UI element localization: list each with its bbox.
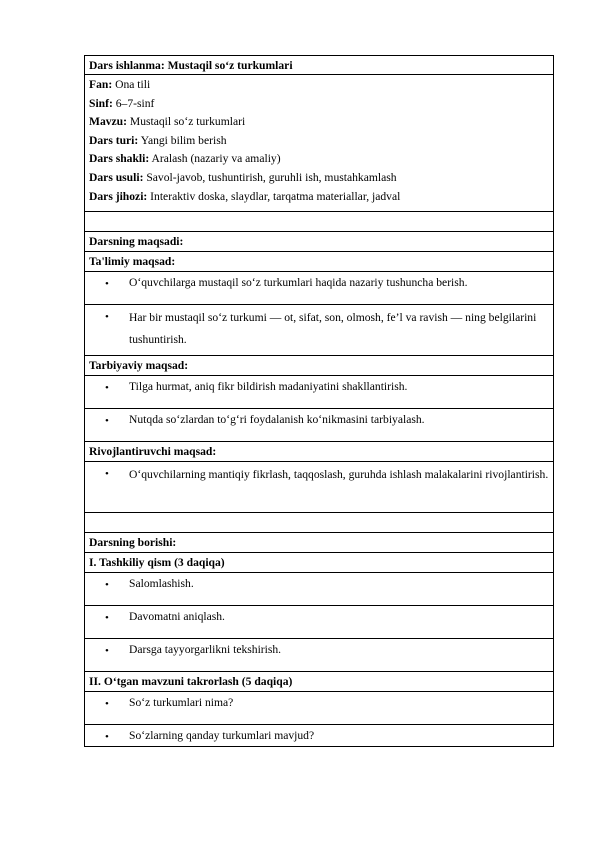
empty-row (84, 212, 554, 232)
info-line-fan (89, 76, 549, 95)
subsection-heading-rivojlantiruvchi (84, 442, 554, 462)
section-heading-text: Darsning borishi: (89, 536, 177, 550)
section-heading-borishi (84, 533, 554, 553)
lesson-plan-table (84, 55, 554, 747)
bullet-icon: • (105, 645, 109, 658)
list-item (84, 305, 554, 356)
bullet-icon: • (105, 278, 109, 291)
info-value: Mustaqil so‘z turkumlari (127, 115, 246, 129)
info-value: Savol-javob, tushuntirish, guruhli ish, mustahkamlash (143, 170, 397, 184)
info-value: Ona tili (112, 78, 151, 91)
info-value: Yangi bilim berish (138, 133, 227, 147)
bullet-icon: • (105, 731, 109, 744)
section-heading-text: Darsning maqsadi: (89, 235, 184, 249)
subsection-heading-tashkiliy (84, 553, 554, 573)
bullet-icon: • (105, 382, 109, 395)
list-item-text: O‘quvchilarning mantiqiy fikrlash, taqqoslash, guruhda ishlash malakalarini rivojlantirish. (129, 468, 549, 482)
list-item (84, 606, 554, 639)
info-label: Dars jihozi: (89, 189, 148, 203)
list-item-text: Darsga tayyorgarlikni tekshirish. (129, 643, 282, 657)
section-heading-maqsad (84, 232, 554, 252)
bullet-icon: • (105, 468, 109, 481)
list-item-text: Tilga hurmat, aniq fikr bildirish madaniyatini shakllantirish. (129, 380, 408, 394)
list-item (84, 409, 554, 442)
list-item (84, 272, 554, 305)
info-label: Mavzu: (89, 115, 127, 129)
list-item-text: Nutqda so‘zlardan to‘g‘ri foydalanish ko‘nikmasini tarbiyalash. (129, 413, 425, 427)
info-value: Interaktiv doska, slaydlar, tarqatma materiallar, jadval (147, 189, 401, 203)
info-line-dars-shakli (89, 150, 549, 169)
info-value: Aralash (nazariy va amaliy) (149, 152, 281, 166)
subsection-heading-text: I. Tashkiliy qism (3 daqiqa) (89, 556, 225, 570)
bullet-icon: • (105, 698, 109, 711)
list-item-text: So‘z turkumlari nima? (129, 696, 234, 710)
list-item (84, 573, 554, 606)
list-item-text: Har bir mustaqil so‘z turkumi — ot, sifat, son, olmosh, fe’l va ravish — ning belgilarini tushuntirish. (129, 311, 537, 347)
bullet-icon: • (105, 612, 109, 625)
info-label: Sinf: (89, 96, 113, 110)
list-item (84, 692, 554, 725)
list-item-text: O‘quvchilarga mustaqil so‘z turkumlari haqida nazariy tushuncha berish. (129, 276, 468, 290)
empty-row (84, 513, 554, 533)
list-item (84, 725, 554, 747)
subsection-heading-text: Tarbiyaviy maqsad: (89, 359, 189, 373)
list-item (84, 462, 554, 513)
info-label: Dars usuli: (89, 170, 144, 184)
document-title (84, 55, 554, 75)
bullet-icon: • (105, 579, 109, 592)
info-line-dars-usuli (89, 169, 549, 188)
subsection-heading-takrorlash (84, 672, 554, 692)
subsection-heading-text: Ta'limiy maqsad: (89, 255, 176, 269)
info-line-mavzu (89, 113, 549, 132)
list-item-text: Davomatni aniqlash. (129, 610, 225, 624)
info-label: Fan: (89, 78, 113, 91)
bullet-icon: • (105, 415, 109, 428)
subsection-heading-text: Rivojlantiruvchi maqsad: (89, 445, 217, 459)
bullet-icon: • (105, 311, 109, 324)
info-value: 6–7-sinf (112, 96, 155, 110)
list-item-text: So‘zlarning qanday turkumlari mavjud? (129, 729, 315, 743)
document-title-text: Dars ishlanma: Mustaqil so‘z turkumlari (89, 59, 293, 72)
info-line-dars-jihozi (89, 188, 549, 207)
list-item-text: Salomlashish. (129, 577, 194, 591)
info-label: Dars shakli: (89, 152, 150, 166)
list-item (84, 639, 554, 672)
subsection-heading-tarbiyaviy (84, 356, 554, 376)
info-line-sinf (89, 95, 549, 114)
info-block (84, 75, 554, 212)
subsection-heading-talimiy (84, 252, 554, 272)
subsection-heading-text: II. O‘tgan mavzuni takrorlash (5 daqiqa) (89, 675, 293, 689)
info-line-dars-turi (89, 132, 549, 151)
list-item (84, 376, 554, 409)
info-label: Dars turi: (89, 133, 139, 147)
